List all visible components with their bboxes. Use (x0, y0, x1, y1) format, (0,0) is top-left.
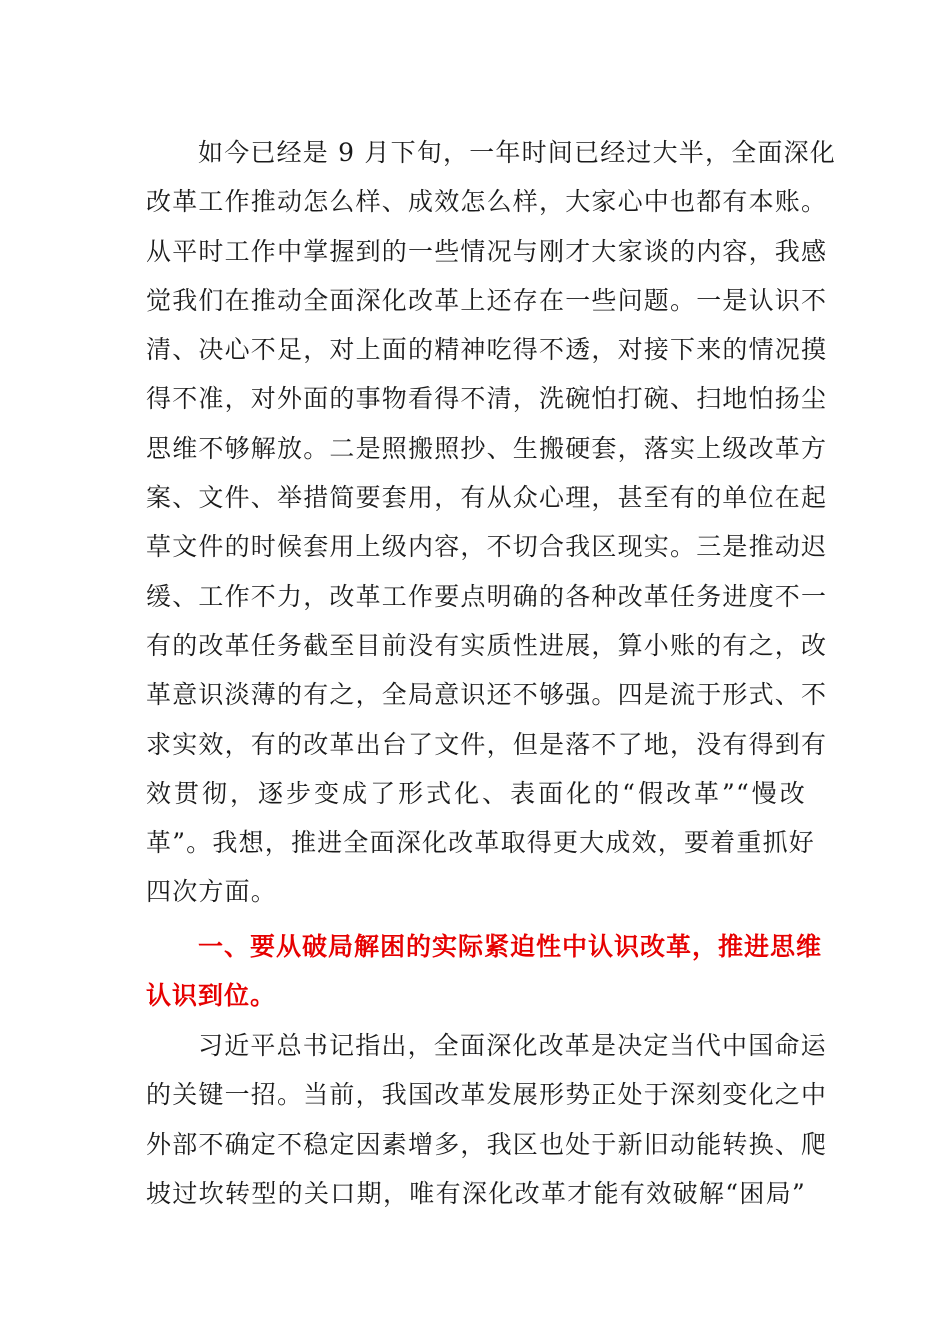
paragraph-line: 得不准，对外面的事物看得不清，洗碗怕打碗、扫地怕扬尘 (146, 384, 828, 414)
paragraph-intro (146, 128, 837, 917)
paragraph-line: 缓、工作不力，改革工作要点明确的各种改革任务进度不一 (146, 581, 828, 611)
paragraph-line: 革意识淡薄的有之，全局意识还不够强。四是流于形式、不 (146, 680, 828, 710)
paragraph-line: 求实效，有的改革出台了文件，但是落不了地，没有得到有 (146, 729, 828, 759)
paragraph-line: 坡过坎转型的关口期，唯有深化改革才能有效破解“困局” (146, 1178, 806, 1208)
section-heading (146, 922, 823, 1021)
paragraph-line: 清、决心不足，对上面的精神吃得不透，对接下来的情况摸 (146, 335, 828, 365)
paragraph-line: 四次方面。 (146, 877, 278, 907)
paragraph-line: 效贯彻，逐步变成了形式化、表面化的“假改革”“慢改 (146, 778, 806, 808)
paragraph-body (146, 1021, 828, 1218)
paragraph-line: 习近平总书记指出，全面深化改革是决定当代中国命运 (198, 1031, 827, 1060)
heading-line: 认识到位。 (146, 981, 277, 1011)
paragraph-line: 如今已经是 9 月下旬，一年时间已经过大半，全面深化 (198, 138, 837, 167)
paragraph-line: 有的改革任务截至目前没有实质性进展，算小账的有之，改 (146, 630, 828, 660)
paragraph-line: 从平时工作中掌握到的一些情况与刚才大家谈的内容，我感 (146, 236, 828, 266)
paragraph-line: 觉我们在推动全面深化改革上还存在一些问题。一是认识不 (146, 285, 828, 315)
paragraph-line: 草文件的时候套用上级内容，不切合我区现实。三是推动迟 (146, 532, 828, 562)
paragraph-line: 革”。我想，推进全面深化改革取得更大成效，要着重抓好 (146, 828, 815, 858)
paragraph-line: 思维不够解放。二是照搬照抄、生搬硬套，落实上级改革方 (146, 433, 828, 463)
paragraph-line: 的关键一招。当前，我国改革发展形势正处于深刻变化之中 (146, 1080, 828, 1110)
heading-line: 一、要从破局解困的实际紧迫性中认识改革，推进思维 (198, 932, 823, 961)
paragraph-line: 案、文件、举措简要套用，有从众心理，甚至有的单位在起 (146, 483, 828, 513)
paragraph-line: 外部不确定不稳定因素增多，我区也处于新旧动能转换、爬 (146, 1129, 828, 1159)
paragraph-line: 改革工作推动怎么样、成效怎么样，大家心中也都有本账。 (146, 187, 828, 217)
